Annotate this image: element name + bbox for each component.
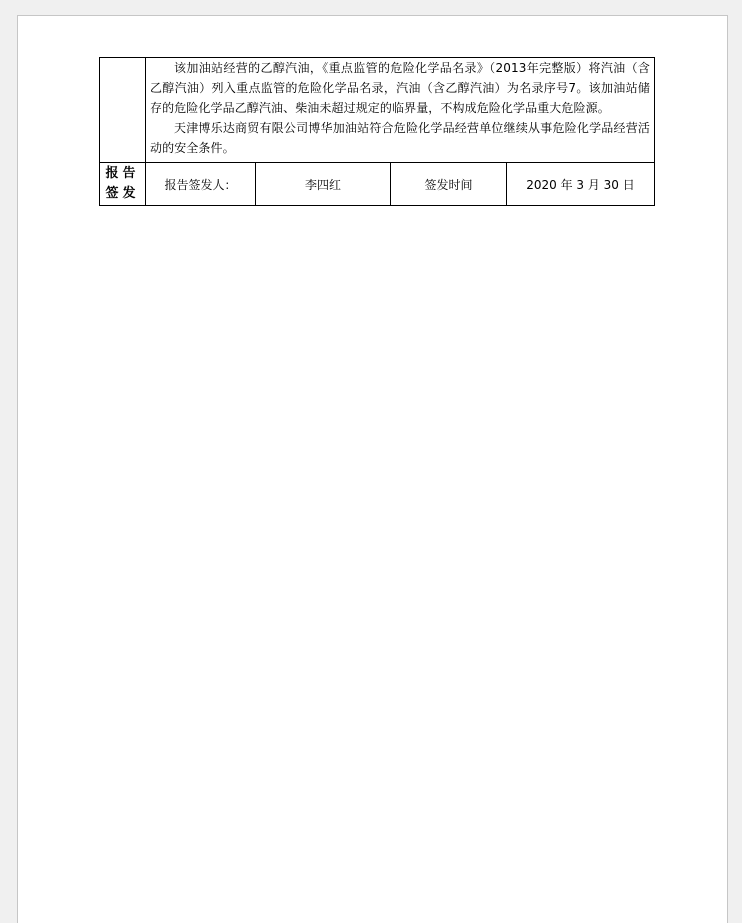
conclusion-text-cell — [146, 58, 655, 163]
signoff-label-cell — [100, 163, 146, 206]
signoff-label-line1: 报告 — [105, 166, 140, 181]
document-page — [17, 15, 728, 923]
report-table — [99, 57, 655, 206]
signoff-label-line2: 签发 — [105, 186, 140, 201]
conclusion-label-cell — [100, 58, 146, 163]
conclusion-paragraph-2: 天津博乐达商贸有限公司博华加油站符合危险化学品经营单位继续从事危险化学品经营活动的安全条件。 — [150, 121, 650, 155]
signoff-row — [100, 163, 655, 206]
date-label: 签发时间 — [391, 163, 507, 206]
conclusion-paragraph-1: 该加油站经营的乙醇汽油，《重点监管的危险化学品名录》（2013年完整版）将汽油（含乙醇汽油）列入重点监管的危险化学品名录，汽油（含乙醇汽油）为名录序号7。该加油站储存的危险化学品乙醇汽油、柴油未超过规定的临界量，不构成危险化学品重大危险源。 — [150, 61, 650, 115]
date-value: 2020 年 3 月 30 日 — [507, 163, 655, 206]
signer-name: 李四红 — [256, 163, 391, 206]
signer-label: 报告签发人： — [146, 163, 256, 206]
conclusion-row — [100, 58, 655, 163]
